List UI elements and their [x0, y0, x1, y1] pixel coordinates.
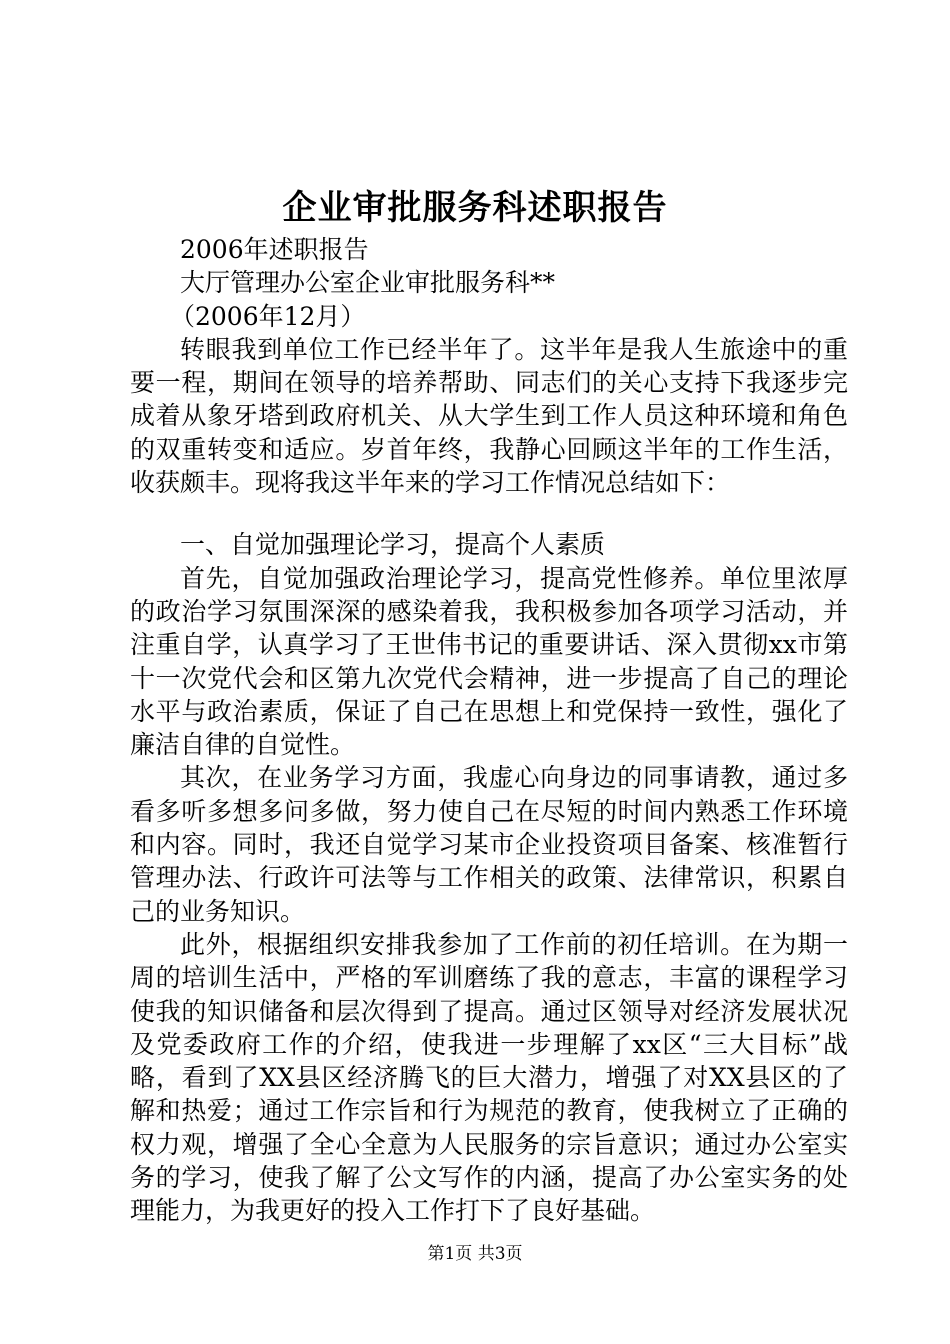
report-year-line: 2006年述职报告 [180, 235, 369, 264]
department-line: 大厅管理办公室企业审批服务科** [180, 268, 556, 298]
document-body [130, 233, 848, 1228]
paragraph-political-study: 首先，自觉加强政治理论学习，提高党性修养。单位里浓厚的政治学习氛围深深的感染着我，我积极参加各项学习活动，并注重自学，认真学习了王世伟书记的重要讲话、深入贯彻xx市第十一次党代会和区第九次党代会精神，进一步提高了自己的理论水平与政治素质，保证了自己在思想上和党保持一致性，强化了廉洁自律的自觉性。 [130, 563, 848, 760]
page-footer: 第1页 共3页 [427, 1244, 523, 1264]
paragraph-spacer [130, 499, 848, 528]
paragraph-business-study: 其次，在业务学习方面，我虚心向身边的同事请教，通过多看多听多想多问多做，努力使自己在尽短的时间内熟悉工作环境和内容。同时，我还自觉学习某市企业投资项目备案、核准暂行管理办法、行政许可法等与工作相关的政策、法律常识，积累自己的业务知识。 [130, 763, 848, 926]
section-heading: 一、自觉加强理论学习，提高个人素质 [180, 530, 606, 560]
document-title: 企业审批服务科述职报告 [282, 188, 668, 228]
paragraph-training: 此外，根据组织安排我参加了工作前的初任培训。在为期一周的培训生活中，严格的军训磨练了我的意志，丰富的课程学习使我的知识储备和层次得到了提高。通过区领导对经济发展状况及党委政府工作的介绍，使我进一步理解了xx区“三大目标”战略，看到了XX县区经济腾飞的巨大潜力，增强了对XX县区的了解和热爱；通过工作宗旨和行为规范的教育，使我树立了正确的权力观，增强了全心全意为人民服务的宗旨意识；通过办公室实务的学习，使我了解了公文写作的内涵，提高了办公室实务的处理能力，为我更好的投入工作打下了良好基础。 [130, 929, 848, 1226]
intro-paragraph: 转眼我到单位工作已经半年了。这半年是我人生旅途中的重要一程，期间在领导的培养帮助、同志们的关心支持下我逐步完成着从象牙塔到政府机关、从大学生到工作人员这种环境和角色的双重转变和适应。岁首年终，我静心回顾这半年的工作生活，收获颇丰。现将我这半年来的学习工作情况总结如下： [130, 334, 848, 498]
date-line: （2006年12月） [170, 301, 366, 331]
